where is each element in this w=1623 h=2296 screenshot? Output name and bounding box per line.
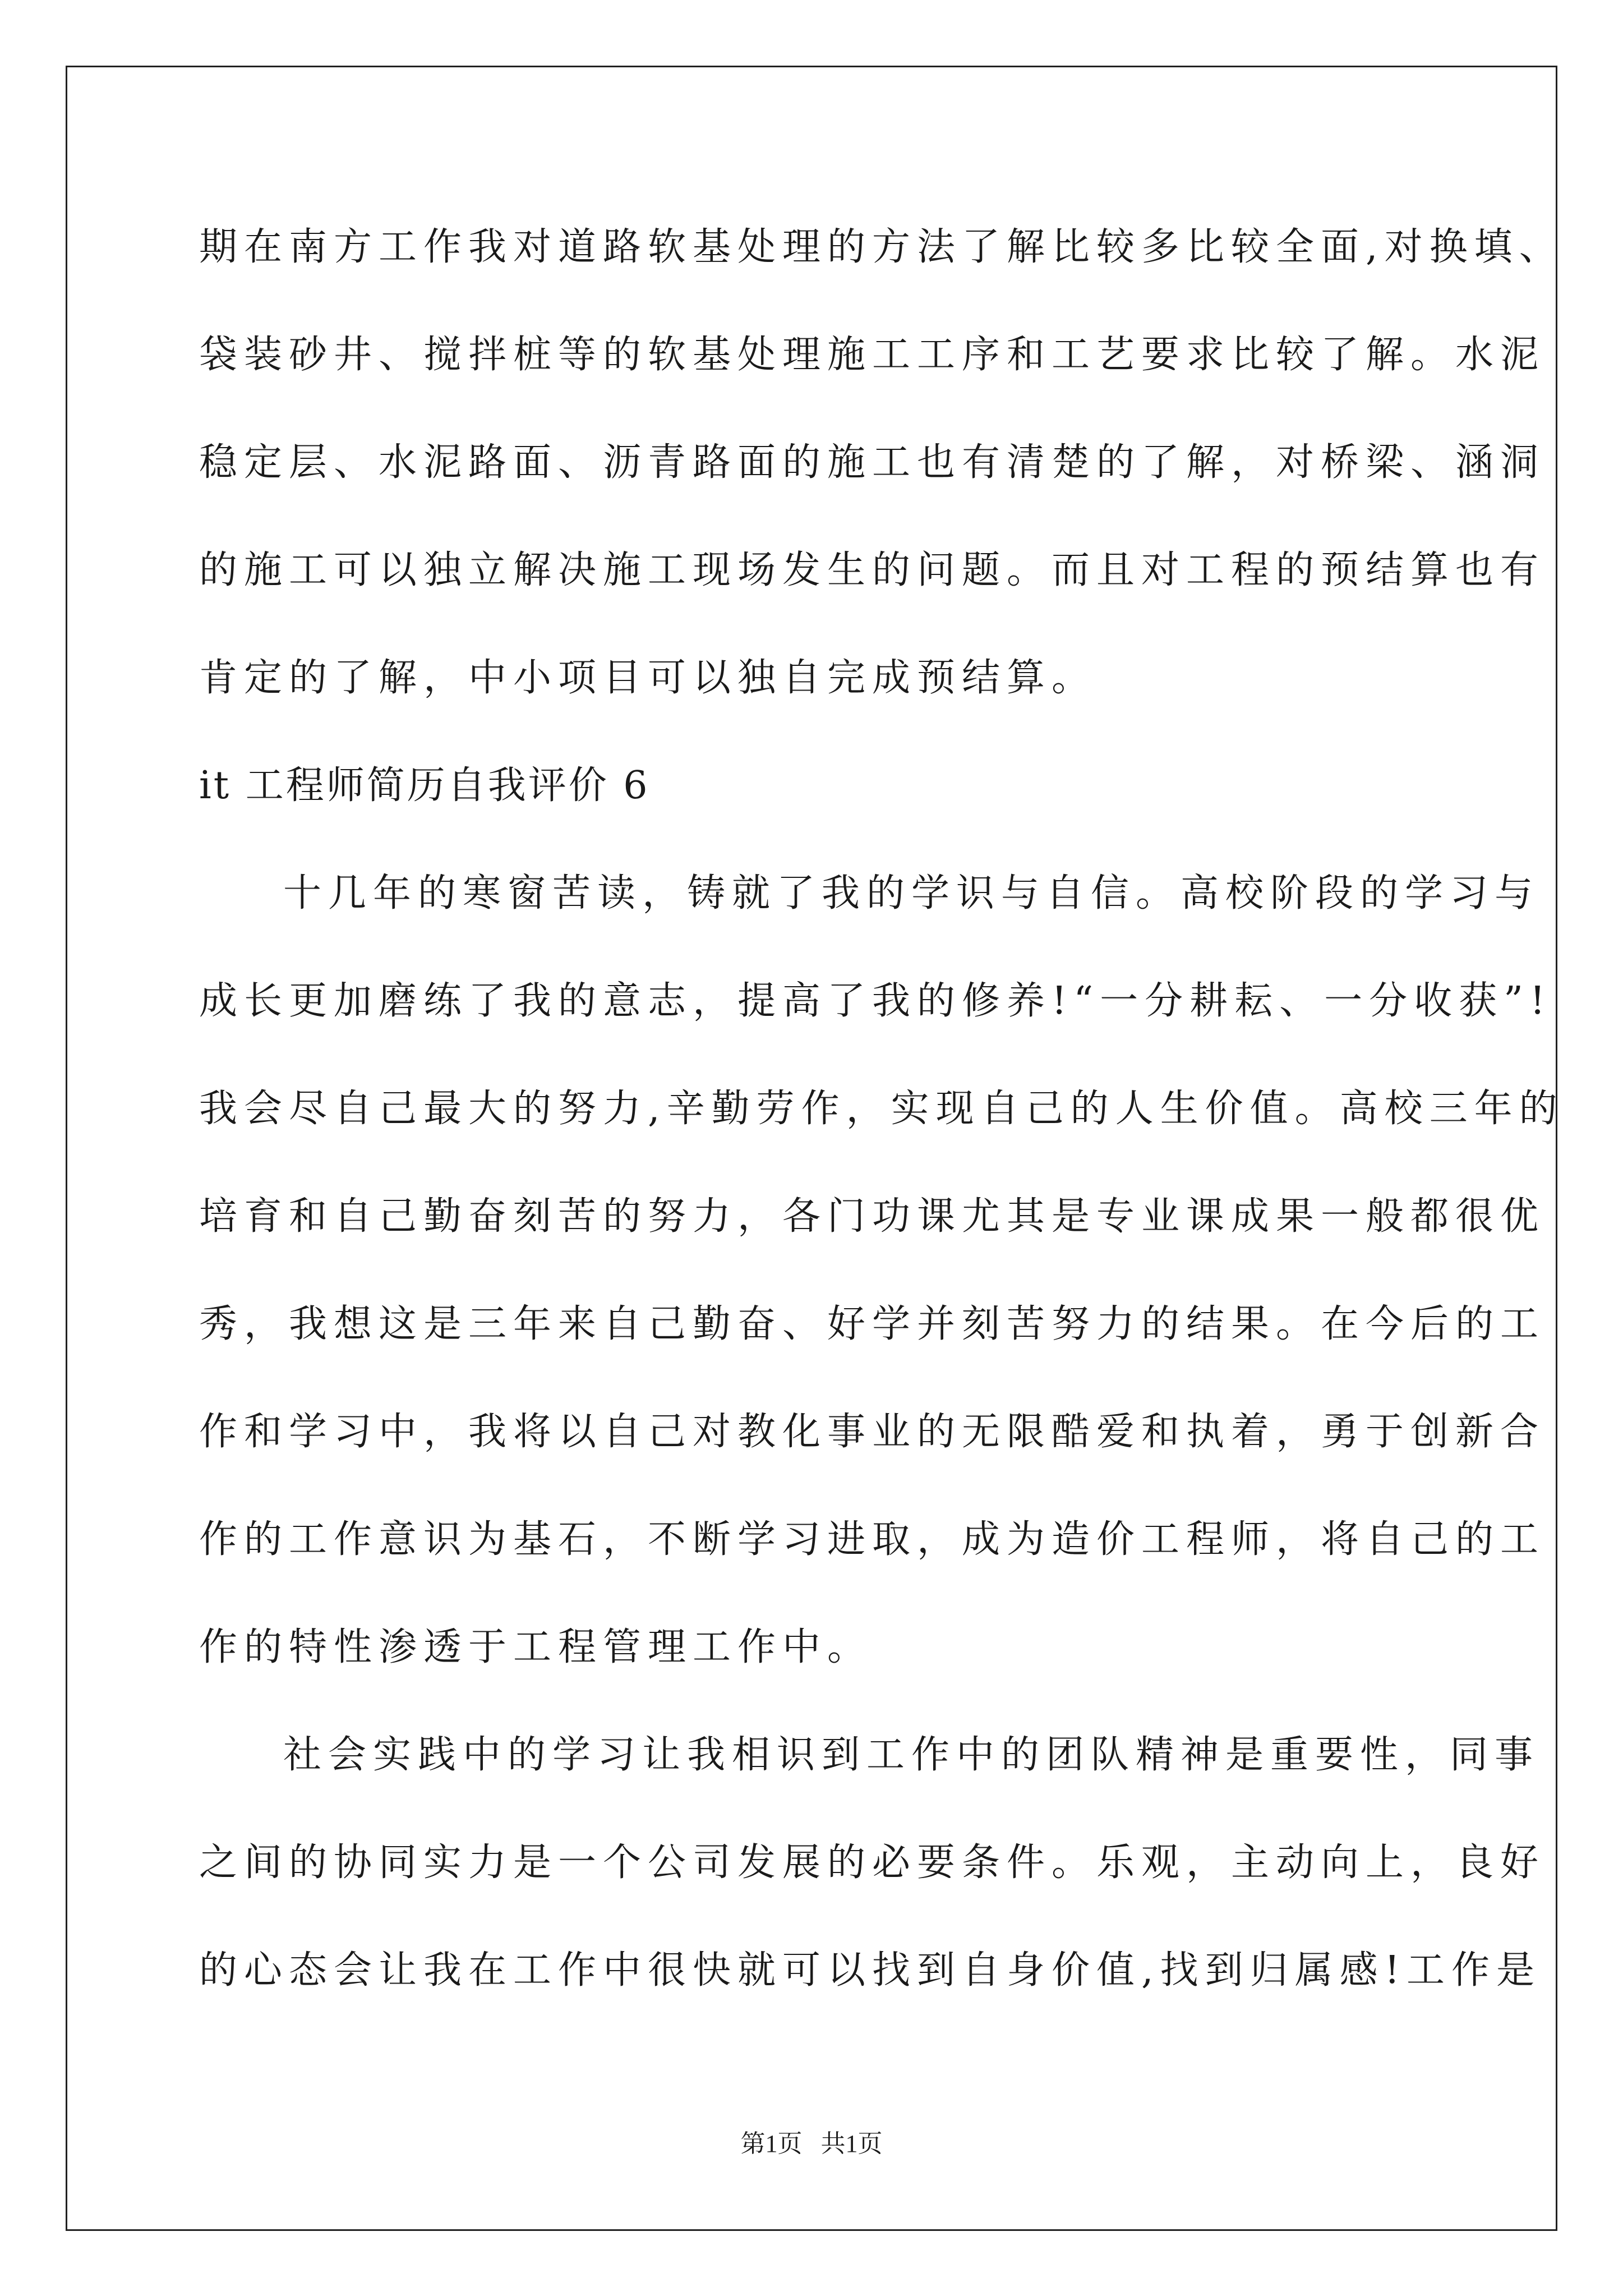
paragraph-line: 期在南方工作我对道路软基处理的方法了解比较多比较全面,对换填、 [199,225,1564,269]
paragraph-line: 我会尽自己最大的努力,辛勤劳作，实现自己的人生价值。高校三年的 [199,1087,1564,1131]
paragraph-line: 的心态会让我在工作中很快就可以找到自身价值,找到归属感!工作是 [199,1948,1541,1993]
page-number-footer: 第1页 共1页 [740,2130,883,2157]
paragraph-line: 十几年的寒窗苦读，铸就了我的学识与自信。高校阶段的学习与 [283,871,1540,915]
paragraph-line: 之间的协同实力是一个公司发展的必要条件。乐观，主动向上，良好 [199,1841,1546,1885]
paragraph-line: 社会实践中的学习让我相识到工作中的团队精神是重要性，同事 [283,1733,1540,1777]
paragraph-line: 作的工作意识为基石，不断学习进取，成为造价工程师，将自己的工 [199,1517,1546,1562]
document-body [199,194,1564,2024]
paragraph-line: 作和学习中，我将以自己对教化事业的无限酷爱和执着，勇于创新合 [199,1410,1546,1454]
section-heading: it 工程师简历自我评价 6 [199,763,650,808]
paragraph-line: 作的特性渗透于工程管理工作中。 [199,1625,873,1669]
paragraph-line: 的施工可以独立解决施工现场发生的问题。而且对工程的预结算也有 [199,548,1546,592]
paragraph-line: 成长更加磨练了我的意志，提高了我的修养!“一分耕耘、一分收获”! [199,979,1552,1023]
paragraph-line: 袋装砂井、搅拌桩等的软基处理施工工序和工艺要求比较了解。水泥 [199,333,1546,377]
paragraph-line: 秀，我想这是三年来自己勤奋、好学并刻苦努力的结果。在今后的工 [199,1302,1546,1346]
paragraph-line: 肯定的了解，中小项目可以独自完成预结算。 [199,656,1097,700]
paragraph-line: 稳定层、水泥路面、沥青路面的施工也有清楚的了解，对桥梁、涵洞 [199,440,1546,485]
paragraph-line: 培育和自己勤奋刻苦的努力，各门功课尤其是专业课成果一般都很优 [199,1194,1546,1239]
